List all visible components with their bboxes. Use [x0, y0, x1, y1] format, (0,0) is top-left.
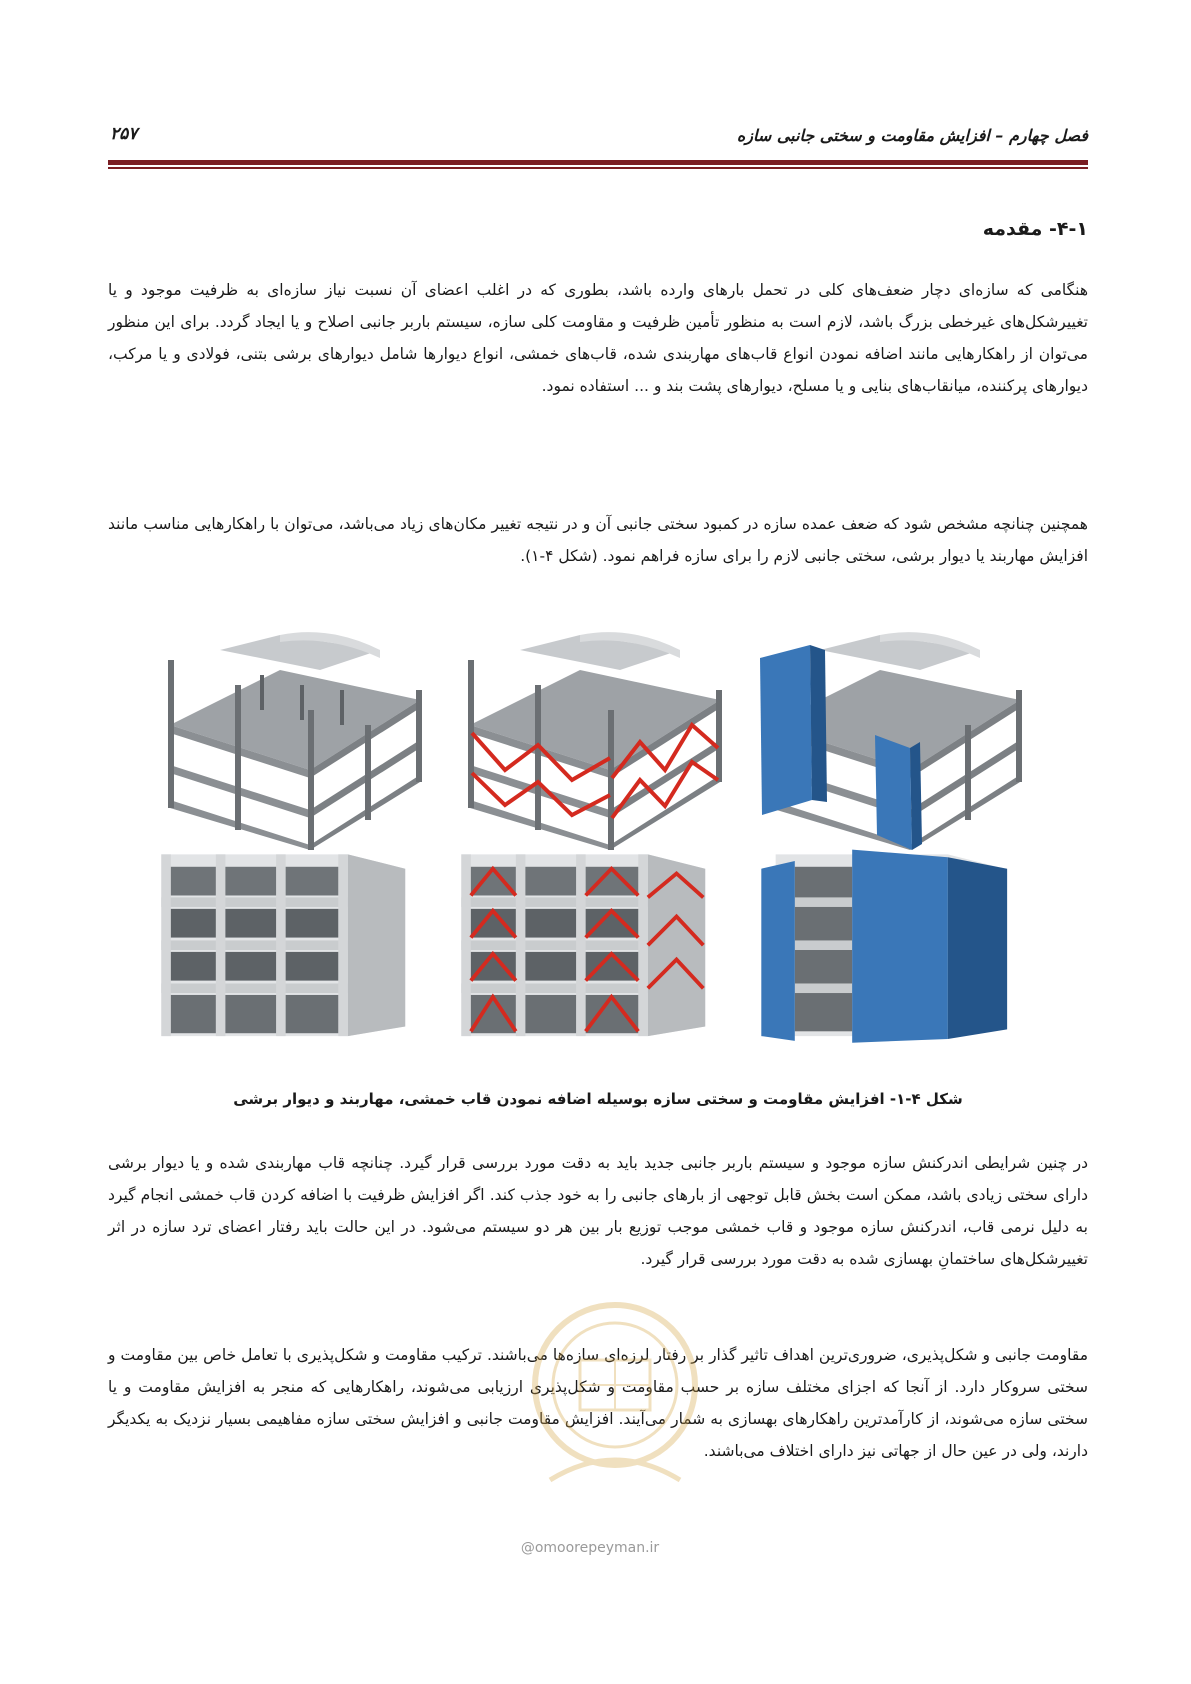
figure-caption: شکل ۴-۱- افزایش مقاومت و سختی سازه بوسیله اضافه نمودن قاب خمشی، مهاربند و دیوار برشی — [233, 1090, 963, 1108]
moment-frame-3d-illustration — [150, 630, 450, 850]
braced-frame-3d-illustration — [450, 630, 750, 850]
publisher-seal-icon — [520, 1290, 710, 1510]
paragraph — [108, 508, 1088, 572]
figure — [150, 630, 1050, 1070]
paragraph-text: هنگامی که سازه‌ای دچار ضعف‌های کلی در تحمل بارهای وارده باشد، بطوری که در اغلب اعضای آن نسبت نیاز سازه‌ای به ظرفیت موجود و یا تغییرشکل‌های غیرخطی بزرگ باشد، لازم است به منظور تأمین ظرفیت و مقاومت کلی سازه، سیستم باربر جانبی اصلاح و یا ایجاد گردد. برای این منظور می‌توان از راهکارهایی مانند اضافه نمودن انواع قاب‌های مهاربندی شده، قاب‌های خمشی، انواع دیوارها شامل دیوارهای برشی بتنی، فولادی و یا مرکب، دیوارهای پرکننده، میانقاب‌های بنایی و یا مسلح، دیوارهای پشت بند و ... استفاده نمود. — [108, 281, 1088, 395]
chapter-title: فصل چهارم – افزایش مقاومت و سختی جانبی سازه — [736, 126, 1088, 145]
paragraph — [108, 274, 1088, 402]
paragraph — [108, 1147, 1088, 1275]
page-number: ۲۵۷ — [110, 124, 138, 144]
paragraph-text: مقاومت جانبی و شکل‌پذیری، ضروری‌ترین اهداف تاثیر گذار بر رفتار لرزه‌ای سازه‌ها می‌باشند. ترکیب مقاومت و شکل‌پذیری با تعامل خاص بین مقاومت و سختی سروکار دارد. از آنجا که اجزای مختلف سازه بر حسب مقاومت و شکل‌پذیری ارزیابی می‌شوند، راهکارهایی که منجر به افزایش مقاومت و یا سختی سازه می‌شوند، از کارآمدترین راهکارهای بهسازی به شمار می‌آیند. افزایش مقاومت جانبی و افزایش سختی سازه مفاهیمی بسیار نزدیک به یکدیگر دارند، ولی در عین حال از جهاتی نیز دارای اختلاف می‌باشند. — [108, 1346, 1088, 1460]
shear-wall-elevation-illustration — [750, 840, 1050, 1060]
page-header — [108, 118, 1088, 158]
paragraph-text: همچنین چنانچه مشخص شود که ضعف عمده سازه در کمبود سختی جانبی آن و در نتیجه تغییر مکان‌های زیاد می‌باشد، می‌توان با راهکارهایی مناسب مانند افزایش مهاربند یا دیوار برشی، سختی جانبی لازم را برای سازه فراهم نمود. (شکل ۴-۱). — [108, 515, 1088, 565]
paragraph-text: در چنین شرایطی اندرکنش سازه موجود و سیستم باربر جانبی جدید باید به دقت مورد بررسی قرار گیرد. چنانچه قاب مهاربندی شده و یا دیوار برشی دارای سختی زیادی باشد، ممکن است بخش قابل توجهی از بارهای جانبی را به خود جذب کند. اگر افزایش ظرفیت با اضافه کردن قاب خمشی انجام گیرد به دلیل نرمی قاب، اندرکنش سازه موجود و قاب خمشی موجب توزیع بار بین هر دو سیستم می‌شود. در این حالت باید رفتار اعضای ترد سازه در اثر تغییرشکل‌های ساختمانِ بهسازی شده به دقت مورد بررسی قرار گیرد. — [108, 1154, 1088, 1268]
header-rule-thick — [108, 160, 1088, 165]
section-title: ۴-۱- مقدمه — [982, 218, 1088, 240]
shear-wall-3d-illustration — [750, 630, 1050, 850]
braced-frame-elevation-illustration — [450, 840, 750, 1060]
watermark-site: @omoorepeyman.ir — [520, 1540, 660, 1556]
header-rule-thin — [108, 167, 1088, 169]
moment-frame-elevation-illustration — [150, 840, 450, 1060]
